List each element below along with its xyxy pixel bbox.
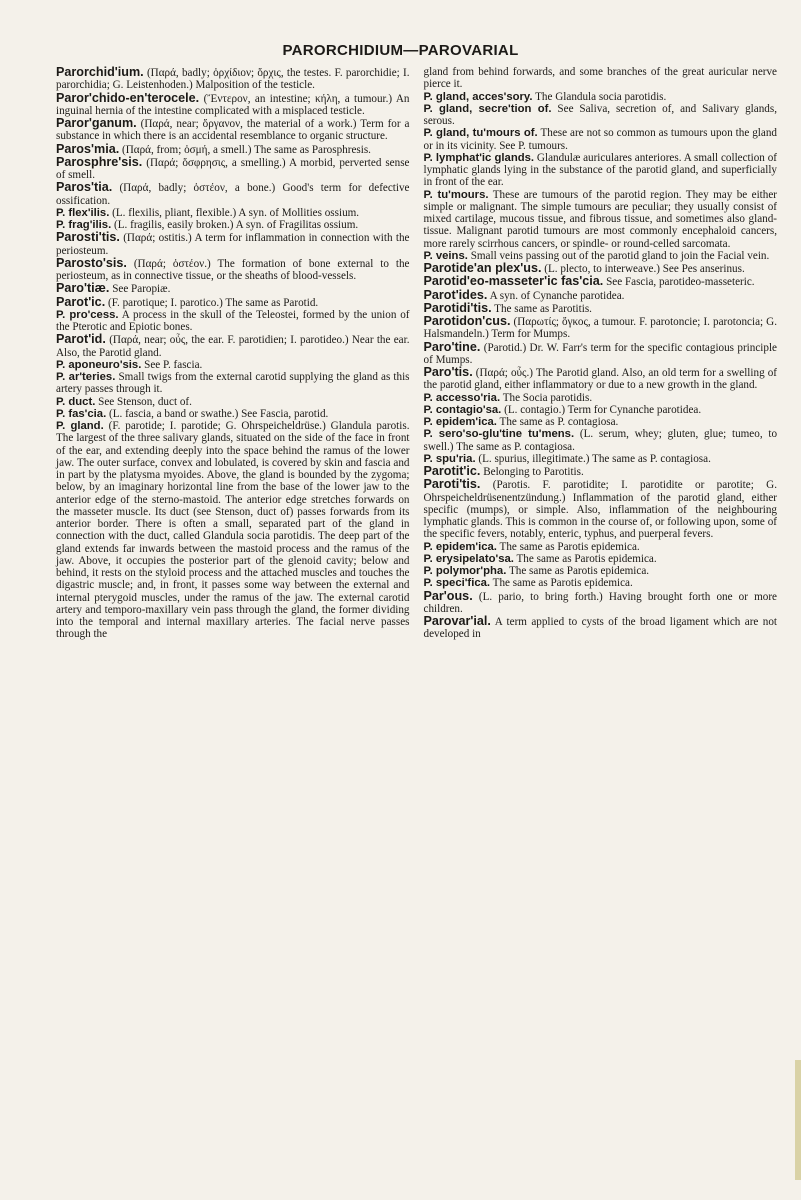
dictionary-entry bbox=[424, 66, 778, 91]
entry-definition: (L. spurius, illegitimate.) The same as P. contagiosa. bbox=[478, 452, 711, 465]
dictionary-entry bbox=[424, 478, 778, 540]
dictionary-entry bbox=[424, 341, 778, 367]
dictionary-entry bbox=[56, 309, 410, 334]
entry-headword: Parotit'ic. bbox=[423, 464, 481, 478]
dictionary-entry bbox=[424, 289, 778, 302]
dictionary-entry bbox=[424, 315, 778, 341]
entry-definition: (Παρά; ὄσφρησις, a smelling.) A morbid, perverted sense of smell. bbox=[56, 156, 410, 181]
dictionary-entry bbox=[424, 577, 778, 589]
entry-headword: P. erysipelato'sa. bbox=[423, 552, 514, 565]
entry-headword: P. gland, tu'mours of. bbox=[423, 127, 538, 140]
entry-headword: P. veins. bbox=[423, 249, 468, 262]
dictionary-entry bbox=[56, 181, 410, 207]
entry-definition: (Παρά, from; ὀσμή, a smell.) The same as Parosphresis. bbox=[122, 143, 371, 156]
dictionary-entry bbox=[56, 231, 410, 257]
entry-headword: Par'ous. bbox=[423, 588, 473, 603]
entry-definition: The same as P. contagiosa. bbox=[499, 416, 619, 428]
entry-definition: Small veins passing out of the parotid gland to join the Facial vein. bbox=[470, 249, 770, 262]
entry-headword: P. gland, secre'tion of. bbox=[423, 102, 552, 115]
entry-definition: (Παρά; οὖς.) The Parotid gland. Also, an old term for a swelling of the parotid gland, either inflammatory or due to a new growth in the gland. bbox=[423, 367, 778, 392]
entry-definition: (Παρά, badly; ὀστέον, a bone.) Good's term for defective ossification. bbox=[56, 182, 410, 207]
entry-headword: Parot'id. bbox=[56, 332, 106, 347]
dictionary-entry bbox=[56, 156, 410, 182]
dictionary-entry bbox=[424, 553, 778, 565]
entry-definition: A syn. of Cynanche parotidea. bbox=[489, 289, 625, 302]
dictionary-entry bbox=[424, 615, 778, 641]
entry-definition: (Παρά, near; οὖς, the ear. F. parotidien; I. parotideo.) Near the ear. Also, the Parotid gland. bbox=[56, 334, 410, 359]
entry-headword: Paroti'tis. bbox=[423, 477, 481, 492]
entry-definition: (Parotis. F. parotidite; I. parotidite or parotite; G. Ohrspeicheldrüsenentzündung.) Inflammation of the parotid gland, either specific (mumps), or simple. Also, inflammation of the neighbouring lymphatic glands. This is common in the course of, or following upon, some of the specific fevers, notably, enteric, typhus, and puerperal fevers. bbox=[423, 479, 777, 541]
entry-definition: (F. parotide; I. parotide; G. Ohrspeicheldrüse.) Glandula parotis. The largest of the three salivary glands, situated on the side of the face in front of the ear, and extending deeply into the space behind the ramus of the lower jaw. The outer surface, convex and lobulated, is covered by skin and fascia and in part by the platysma myoides. Above, the gland is bounded by the zygoma; below, by an imaginary horizontal line from the base of the lower jaw to the anterior edge of the sterno-mastoid. The anterior edge stretches forwards on the masseter muscle. Its duct (see Stenson, duct of) passes forwards from its anterior border. There is often a small, separated part of the gland in connection with the duct, called Glandula socia parotidis. The deep part of the gland extends far inwards between the mastoid process and the ramus of the jaw. Above, it occupies the posterior part of the glenoid cavity; below and behind, it rests on the styloid process and the attached muscles and touches the digastric muscle; and, in front, it passes some way between the external and internal pterygoid muscles, under the ramus of the jaw. The external carotid artery and temporo-maxillary vein pass through the gland, the former dividing into the temporal and internal maxillary arteries. The facial nerve passes through the bbox=[56, 420, 410, 641]
entry-headword: Parotidi'tis. bbox=[423, 300, 492, 315]
dictionary-entry bbox=[56, 66, 410, 92]
entry-headword: P. epidem'ica. bbox=[423, 416, 497, 428]
entry-definition: These are not so common as tumours upon the gland or in its vicinity. See P. tumours. bbox=[423, 127, 777, 152]
entry-headword: Parosti'tis. bbox=[56, 230, 120, 245]
entry-definition: See Saliva, secretion of, and Salivary glands, serous. bbox=[423, 102, 777, 127]
dictionary-entry bbox=[424, 103, 778, 128]
dictionary-entry bbox=[56, 359, 410, 371]
entry-headword: P. flex'ilis. bbox=[56, 206, 110, 219]
dictionary-entry bbox=[56, 296, 410, 309]
entry-definition: A process in the skull of the Teleostei, formed by the union of the Pterotic and Epiotic bones. bbox=[56, 308, 410, 333]
entry-headword: P. pro'cess. bbox=[56, 308, 119, 321]
entry-definition: (L. serum, whey; gluten, glue; tumeo, to swell.) The same as P. contagiosa. bbox=[423, 428, 778, 453]
entry-headword: Paros'tia. bbox=[56, 180, 113, 195]
text-columns bbox=[56, 66, 777, 1188]
dictionary-entry bbox=[424, 416, 778, 428]
dictionary-entry bbox=[56, 117, 410, 143]
entry-definition: See P. fascia. bbox=[144, 358, 203, 371]
entry-headword: Parot'ic. bbox=[56, 294, 106, 309]
entry-headword: P. lymphat'ic glands. bbox=[423, 151, 535, 164]
entry-headword: Paros'mia. bbox=[56, 141, 120, 156]
entry-headword: P. polymor'pha. bbox=[423, 565, 507, 577]
entry-headword: Parorchid'ium. bbox=[56, 65, 144, 79]
dictionary-entry bbox=[424, 465, 778, 478]
page-edge-mark bbox=[795, 1060, 801, 1180]
entry-headword: P. speci'fica. bbox=[423, 577, 491, 590]
dictionary-entry bbox=[56, 257, 410, 283]
entry-definition: Small twigs from the external carotid supplying the gland as this artery passes through it. bbox=[56, 371, 410, 396]
entry-definition: See Paropiæ. bbox=[112, 283, 171, 296]
dictionary-entry bbox=[424, 262, 778, 275]
entry-definition: (Παρά; ostitis.) A term for inflammation in connection with the periosteum. bbox=[56, 232, 410, 257]
dictionary-entry bbox=[424, 392, 778, 404]
entry-definition: Belonging to Parotitis. bbox=[483, 466, 584, 478]
entry-headword: Paro'tine. bbox=[423, 339, 481, 354]
entry-headword: P. spu'ria. bbox=[423, 452, 476, 465]
entry-headword: Paror'ganum. bbox=[56, 116, 137, 130]
entry-headword: Parotide'an plex'us. bbox=[423, 261, 542, 275]
entry-headword: P. fas'cia. bbox=[56, 407, 107, 420]
entry-definition: gland from behind forwards, and some branches of the great auricular nerve pierce it. bbox=[423, 66, 777, 91]
entry-headword: Paro'tiæ. bbox=[56, 281, 110, 296]
dictionary-entry bbox=[424, 127, 778, 152]
entry-headword: Parosphre'sis. bbox=[56, 154, 143, 169]
entry-headword: P. aponeuro'sis. bbox=[56, 358, 142, 371]
dictionary-entry bbox=[56, 207, 410, 219]
dictionary-entry bbox=[424, 428, 778, 453]
entry-headword: P. sero'so-glu'tine tu'mens. bbox=[423, 428, 575, 441]
dictionary-entry bbox=[424, 275, 778, 288]
dictionary-entry bbox=[424, 565, 778, 577]
entry-definition: (Ἔντερον, an intestine; κήλη, a tumour.) An inguinal hernia of the intestine complicated with a misplaced testicle. bbox=[56, 92, 410, 117]
left-column bbox=[56, 66, 410, 1188]
entry-definition: The same as Parotis epidemica. bbox=[492, 577, 633, 590]
entry-definition: Glandulæ auriculares anteriores. A small collection of lymphatic glands lying in the substance of the parotid gland, and superficially in front of the ear. bbox=[423, 151, 777, 189]
entry-definition: (L. contagio.) Term for Cynanche parotidea. bbox=[504, 403, 702, 416]
dictionary-entry bbox=[424, 91, 778, 103]
entry-definition: The Socia parotidis. bbox=[502, 391, 593, 404]
dictionary-entry bbox=[56, 396, 410, 408]
entry-definition: (Παρά, near; ὄργανον, the material of a work.) Term for a substance in which there is an accidental resemblance to organic structure. bbox=[56, 118, 410, 143]
entry-definition: The same as Parotis epidemica. bbox=[508, 565, 650, 577]
dictionary-entry bbox=[424, 302, 778, 315]
entry-headword: P. duct. bbox=[56, 395, 96, 408]
entry-headword: P. ar'teries. bbox=[56, 371, 116, 383]
dictionary-entry bbox=[424, 152, 778, 189]
entry-definition: The same as Parotitis. bbox=[494, 302, 592, 315]
entry-headword: P. accesso'ria. bbox=[423, 391, 501, 404]
entry-definition: See Stenson, duct of. bbox=[98, 395, 192, 408]
dictionary-entry bbox=[424, 404, 778, 416]
entry-headword: P. epidem'ica. bbox=[423, 540, 497, 553]
dictionary-entry bbox=[56, 371, 410, 396]
entry-headword: P. contagio'sa. bbox=[423, 403, 502, 416]
dictionary-entry bbox=[56, 92, 410, 118]
entry-definition: These are tumours of the parotid region. They may be either simple or malignant. The simple tumours are peculiar; they usually consist of mixed cartilage, mucous tissue, and fibrous tissue, and sometimes also gland-tissue. Malignant parotid tumours are most commonly encephaloid cancers, more rarely scirrhous cancers, or spindle- or round-celled sarcomata. bbox=[423, 188, 777, 250]
entry-headword: P. gland, acces'sory. bbox=[423, 90, 533, 103]
dictionary-entry bbox=[424, 541, 778, 553]
entry-definition: The same as Parotis epidemica. bbox=[516, 552, 657, 565]
dictionary-entry bbox=[56, 420, 410, 641]
dictionary-entry bbox=[424, 590, 778, 616]
dictionary-entry bbox=[56, 408, 410, 420]
entry-definition: (F. parotique; I. parotico.) The same as Parotid. bbox=[108, 296, 319, 309]
entry-headword: P. frag'ilis. bbox=[56, 219, 112, 231]
dictionary-entry bbox=[56, 143, 410, 156]
running-head: PARORCHIDIUM—PAROVARIAL bbox=[282, 42, 519, 59]
entry-headword: Parotidon'cus. bbox=[423, 314, 511, 328]
entry-definition: (L. fascia, a band or swathe.) See Fascia, parotid. bbox=[109, 407, 329, 420]
entry-definition: (L. fragilis, easily broken.) A syn. of Fragilitas ossium. bbox=[114, 219, 359, 231]
entry-definition: (Παρά, badly; ὀρχίδιον; ὄρχις, the testes. F. parorchidie; I. parorchidia; G. Leistenhoden.) Malposition of the testicle. bbox=[56, 67, 410, 92]
right-column bbox=[424, 66, 778, 1188]
dictionary-entry bbox=[424, 189, 778, 250]
entry-definition: (L. flexilis, pliant, flexible.) A syn. of Mollities ossium. bbox=[112, 206, 360, 219]
dictionary-entry bbox=[56, 282, 410, 295]
entry-definition: See Fascia, parotideo-masseteric. bbox=[606, 276, 755, 289]
entry-headword: Parotid'eo-masseter'ic fas'cia. bbox=[423, 274, 604, 289]
entry-headword: Parot'ides. bbox=[423, 287, 488, 302]
entry-headword: P. gland. bbox=[56, 420, 104, 432]
entry-definition: The same as Parotis epidemica. bbox=[499, 540, 640, 553]
entry-definition: (Παρωτίς; ὄγκος, a tumour. F. parotoncie; I. parotoncia; G. Halsmandeln.) Term for Mumps. bbox=[423, 316, 777, 341]
entry-headword: Parovar'ial. bbox=[423, 614, 491, 628]
dictionary-entry bbox=[424, 366, 778, 392]
entry-definition: The Glandula socia parotidis. bbox=[535, 90, 667, 103]
entry-headword: P. tu'mours. bbox=[423, 188, 489, 201]
entry-definition: (Παρά; ὀστέον.) The formation of bone external to the periosteum, as in connective tissue, or the sheaths of blood-vessels. bbox=[56, 257, 410, 282]
entry-headword: Paro'tis. bbox=[423, 365, 473, 379]
entry-headword: Parosto'sis. bbox=[56, 255, 127, 270]
entry-definition: (L. pario, to bring forth.) Having brought forth one or more children. bbox=[423, 590, 777, 615]
entry-definition: A term applied to cysts of the broad ligament which are not developed in bbox=[423, 616, 777, 641]
entry-definition: (Parotid.) Dr. W. Farr's term for the specific contagious principle of Mumps. bbox=[423, 341, 777, 366]
dictionary-entry bbox=[56, 333, 410, 359]
entry-definition: (L. plecto, to interweave.) See Pes anserinus. bbox=[544, 263, 745, 275]
entry-headword: Paror'chido-en'terocele. bbox=[56, 90, 200, 105]
